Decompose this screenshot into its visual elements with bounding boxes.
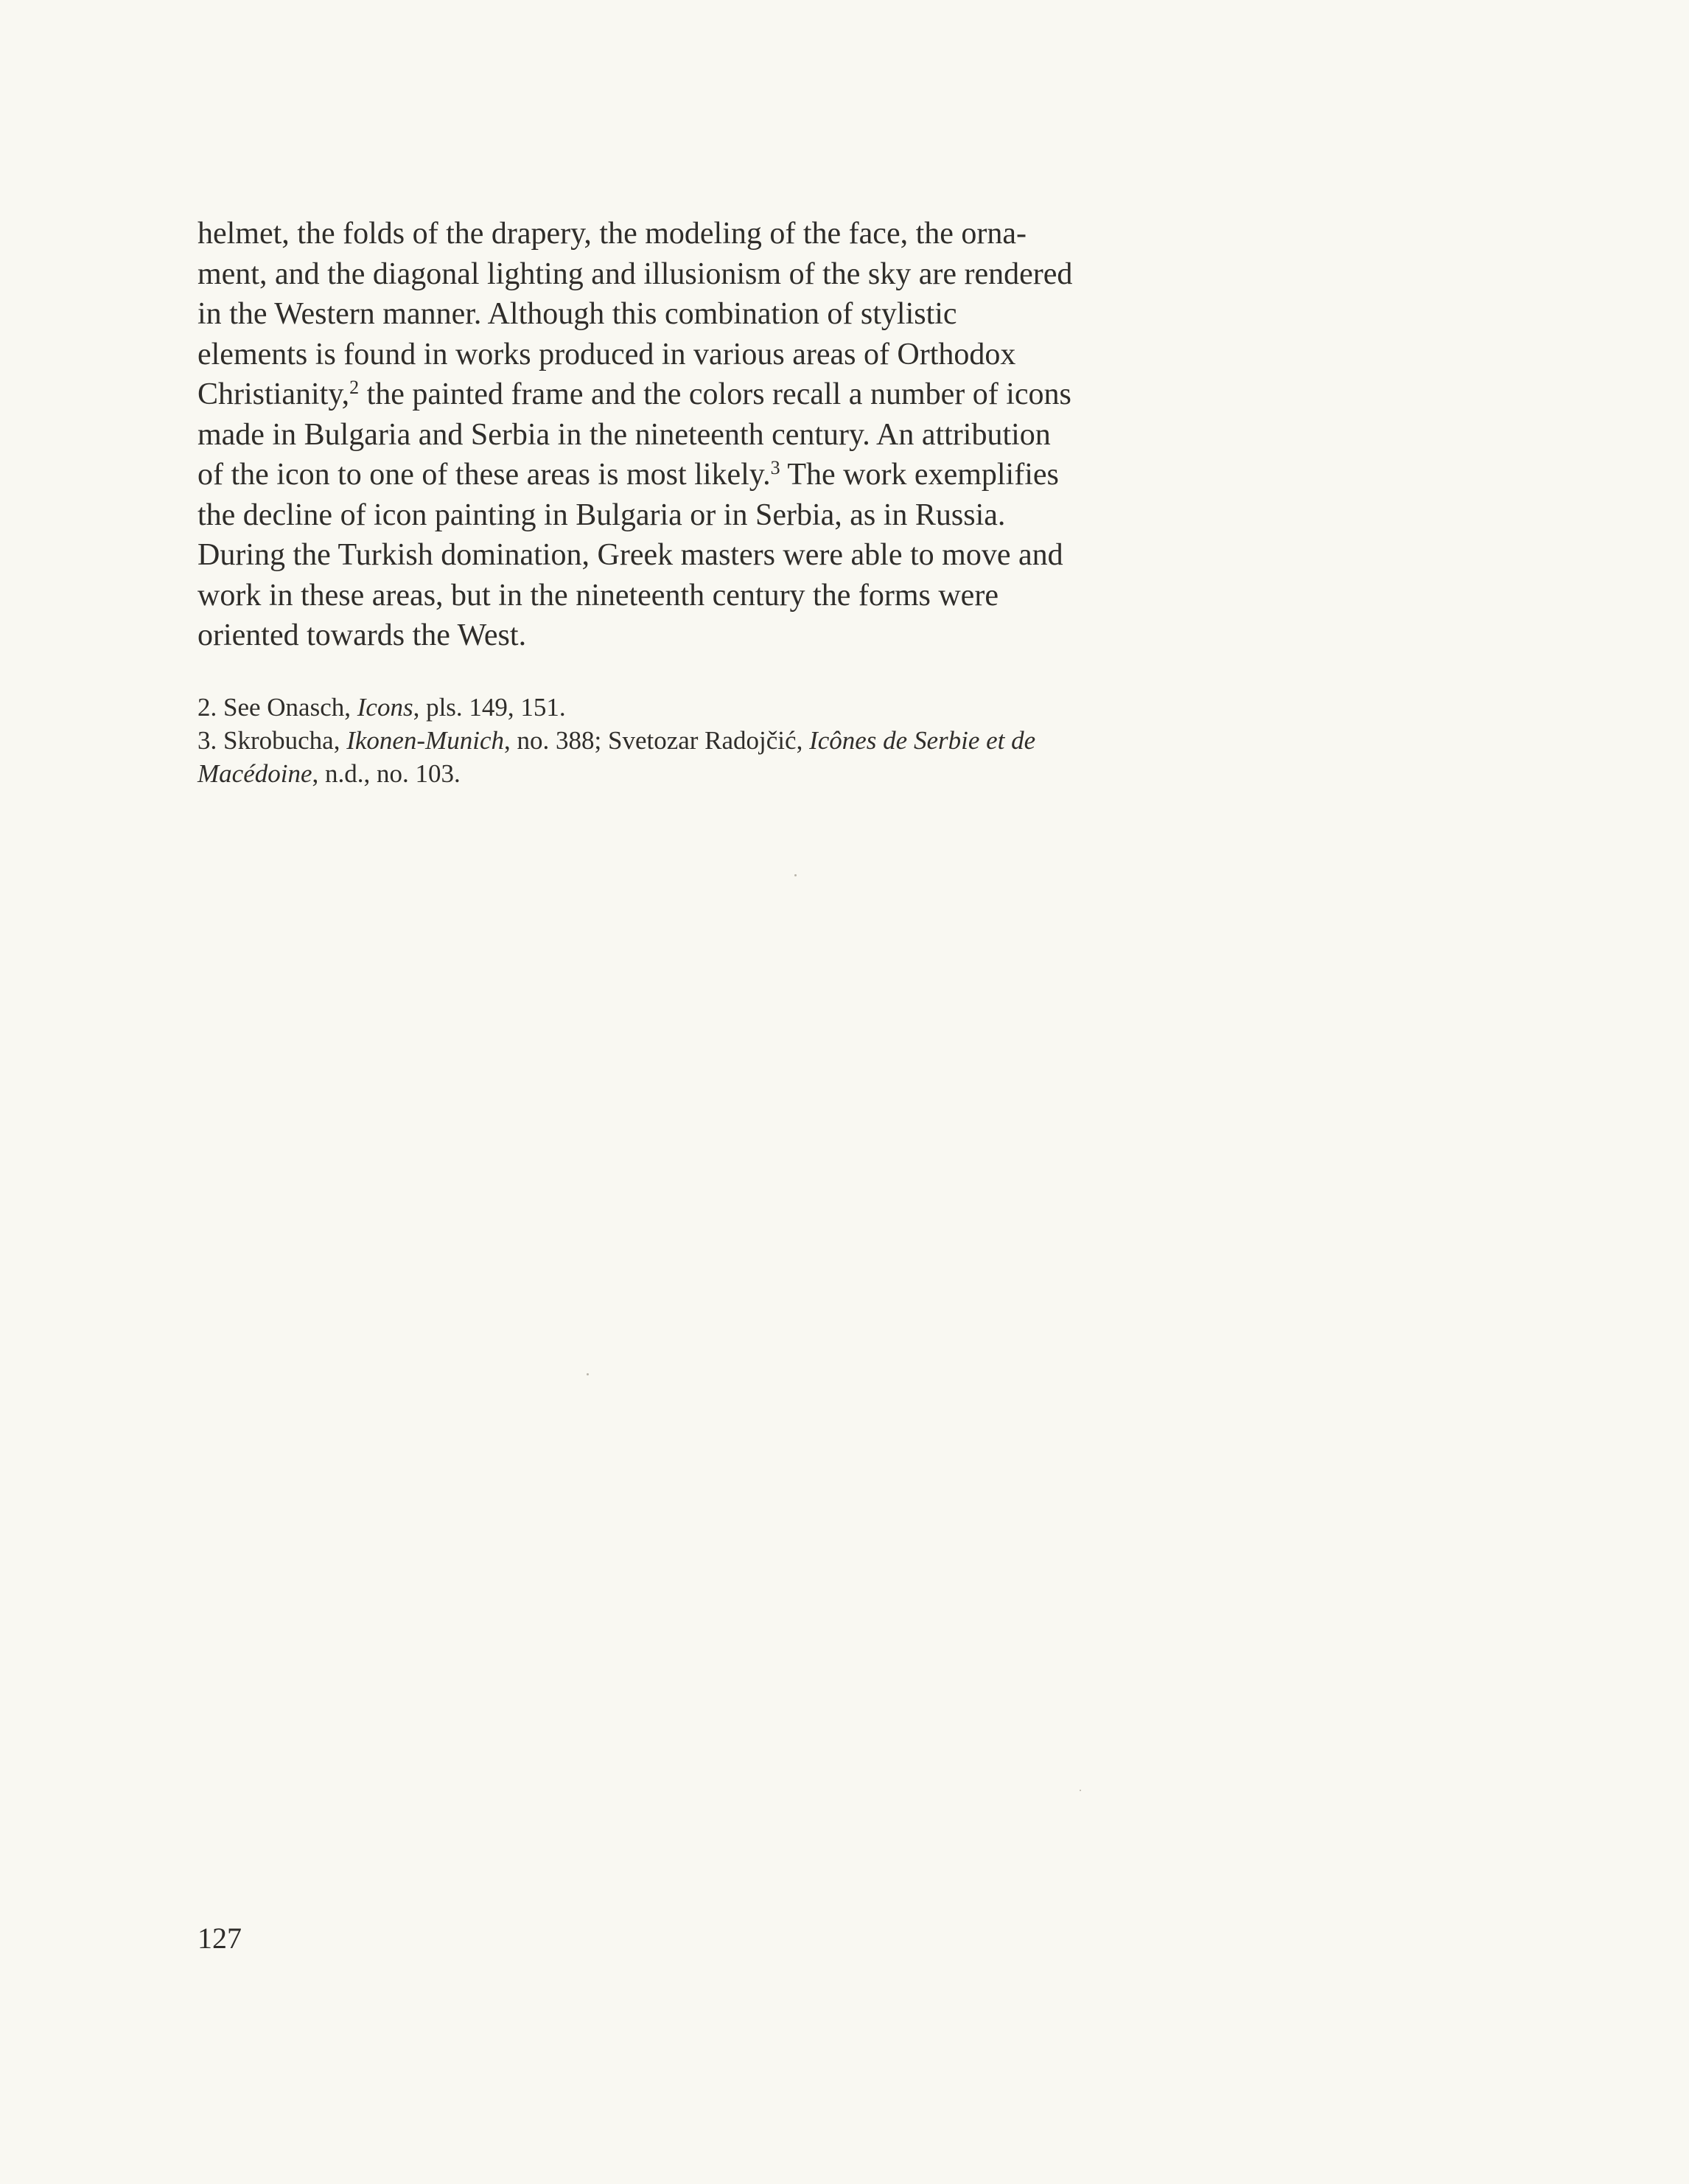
body-paragraph xyxy=(197,214,1244,656)
body-line: made in Bulgaria and Serbia in the nineteenth century. An attribution xyxy=(197,417,1051,452)
body-line: the decline of icon painting in Bulgaria or in Serbia, as in Russia. xyxy=(197,498,1006,532)
page-number: 127 xyxy=(197,1922,242,1955)
body-line: work in these areas, but in the nineteenth century the forms were xyxy=(197,578,999,613)
footnote-title: Ikonen-Munich xyxy=(346,726,504,755)
footnote-text: , n.d., no. 103. xyxy=(312,759,461,788)
footnote-2 xyxy=(197,691,1244,724)
body-line: ment, and the diagonal lighting and illusionism of the sky are rendered xyxy=(197,257,1073,291)
footnotes xyxy=(197,691,1244,790)
footnote-text: 2. See Onasch, xyxy=(197,693,357,722)
body-line-text: the painted frame and the colors recall a number of icons xyxy=(359,377,1071,411)
footnote-text: , no. 388; Svetozar Radojčić, xyxy=(504,726,810,755)
footnote-title: Macédoine xyxy=(197,759,312,788)
footnote-ref-2: 2 xyxy=(349,377,360,398)
footnote-ref-3: 3 xyxy=(770,457,780,478)
body-line: During the Turkish domination, Greek masters were able to move and xyxy=(197,538,1063,572)
body-line-text: of the icon to one of these areas is most likely. xyxy=(197,458,771,492)
body-line: helmet, the folds of the drapery, the modeling of the face, the orna- xyxy=(197,217,1027,251)
footnote-3 xyxy=(197,724,1244,757)
body-line-text: The work exemplifies xyxy=(780,458,1059,492)
footnote-text: 3. Skrobucha, xyxy=(197,726,347,755)
body-line: elements is found in works produced in various areas of Orthodox xyxy=(197,337,1016,371)
footnote-title: Icons xyxy=(357,693,413,722)
body-line: oriented towards the West. xyxy=(197,618,527,652)
body-line xyxy=(197,455,1244,495)
paper-speck xyxy=(1080,1790,1081,1791)
footnote-text: , pls. 149, 151. xyxy=(413,693,566,722)
footnote-title: Icônes de Serbie et de xyxy=(809,726,1036,755)
body-line xyxy=(197,374,1244,415)
body-line: in the Western manner. Although this combination of stylistic xyxy=(197,297,957,331)
footnote-3-continued xyxy=(197,757,1244,790)
paper-speck xyxy=(587,1373,589,1375)
paper-speck xyxy=(794,874,797,876)
body-line-text: Christianity, xyxy=(197,377,350,411)
